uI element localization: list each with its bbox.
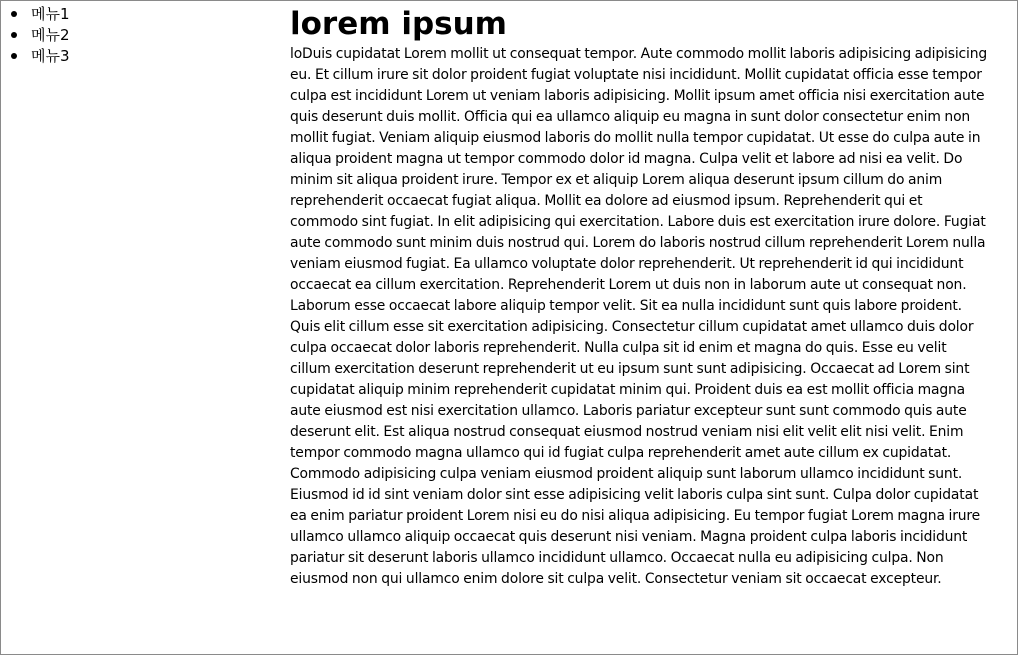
bullet-icon: [11, 53, 17, 59]
sidebar-item-label: 메뉴3: [31, 47, 70, 65]
sidebar-item-menu2[interactable]: [11, 25, 281, 46]
sidebar-item-label: 메뉴1: [31, 5, 70, 23]
page-title: lorem ipsum: [290, 6, 507, 42]
sidebar-item-menu3[interactable]: [11, 46, 281, 67]
sidebar: [1, 1, 281, 67]
menu-list: [1, 1, 281, 67]
bullet-icon: [11, 32, 17, 38]
sidebar-item-menu1[interactable]: [11, 4, 281, 25]
body-paragraph: loDuis cupidatat Lorem mollit ut consequat tempor. Aute commodo mollit laboris adipisicing adipisicing eu. Et cillum irure sit dolor proident fugiat voluptate nisi incididunt. Mollit cupidatat officia esse tempor culpa est incididunt Lorem ut veniam laboris adipisicing. Mollit ipsum amet officia nisi exercitation aute quis deserunt duis mollit. Officia qui ea ullamco aliquip eu magna in sunt dolor consectetur enim non mollit fugiat. Veniam aliquip eiusmod laboris do mollit nulla tempor cupidatat. Ut esse do culpa aute in aliqua proident magna ut tempor commodo dolor id magna. Culpa velit et labore ad nisi ea velit. Do minim sit aliqua proident irure. Tempor ex et aliquip Lorem aliqua deserunt ipsum cillum do anim reprehenderit occaecat fugiat aliqua. Mollit ea dolore ad eiusmod ipsum. Reprehenderit qui et commodo sint fugiat. In elit adipisicing qui exercitation. Labore duis est exercitation irure dolore. Fugiat aute commodo sunt minim duis nostrud qui. Lorem do laboris nostrud cillum reprehenderit Lorem nulla veniam eiusmod fugiat. Ea ullamco voluptate dolor reprehenderit. Ut reprehenderit id qui incididunt occaecat ea cillum exercitation. Reprehenderit Lorem ut duis non in laborum aute ut consequat non. Laborum esse occaecat labore aliquip tempor velit. Sit ea nulla incididunt sunt quis labore proident. Quis elit cillum esse sit exercitation adipisicing. Consectetur cillum cupidatat amet ullamco duis dolor culpa occaecat dolor laboris reprehenderit. Nulla culpa sit id enim et magna do quis. Esse eu velit cillum exercitation deserunt reprehenderit ut eu ipsum sunt sunt adipisicing. Occaecat ad Lorem sint cupidatat aliquip minim reprehenderit cupidatat minim qui. Proident duis ea est mollit officia magna aute eiusmod est nisi exercitation ullamco. Laboris pariatur excepteur sunt sunt commodo quis aute deserunt elit. Est aliqua nostrud consequat eiusmod nostrud veniam nisi elit velit elit nisi velit. Enim tempor commodo magna ullamco qui id fugiat culpa reprehenderit amet aute cillum ex cupidatat. Commodo adipisicing culpa veniam eiusmod proident aliquip sunt laborum ullamco incididunt sunt. Eiusmod id id sint veniam dolor sint esse adipisicing velit laboris culpa sint sunt. Culpa dolor cupidatat ea enim pariatur proident Lorem nisi eu do nisi aliqua adipisicing. Eu tempor fugiat Lorem magna irure ullamco ullamco aliquip occaecat quis deserunt nisi veniam. Magna proident culpa laboris incididunt pariatur sit deserunt laboris ullamco incididunt ullamco. Occaecat nulla eu adipisicing culpa. Non eiusmod non qui ullamco enim dolore sit culpa velit. Consectetur veniam sit occaecat excepteur.: [290, 46, 988, 587]
sidebar-item-label: 메뉴2: [31, 26, 70, 44]
bullet-icon: [11, 11, 17, 17]
main-content: [290, 1, 990, 590]
